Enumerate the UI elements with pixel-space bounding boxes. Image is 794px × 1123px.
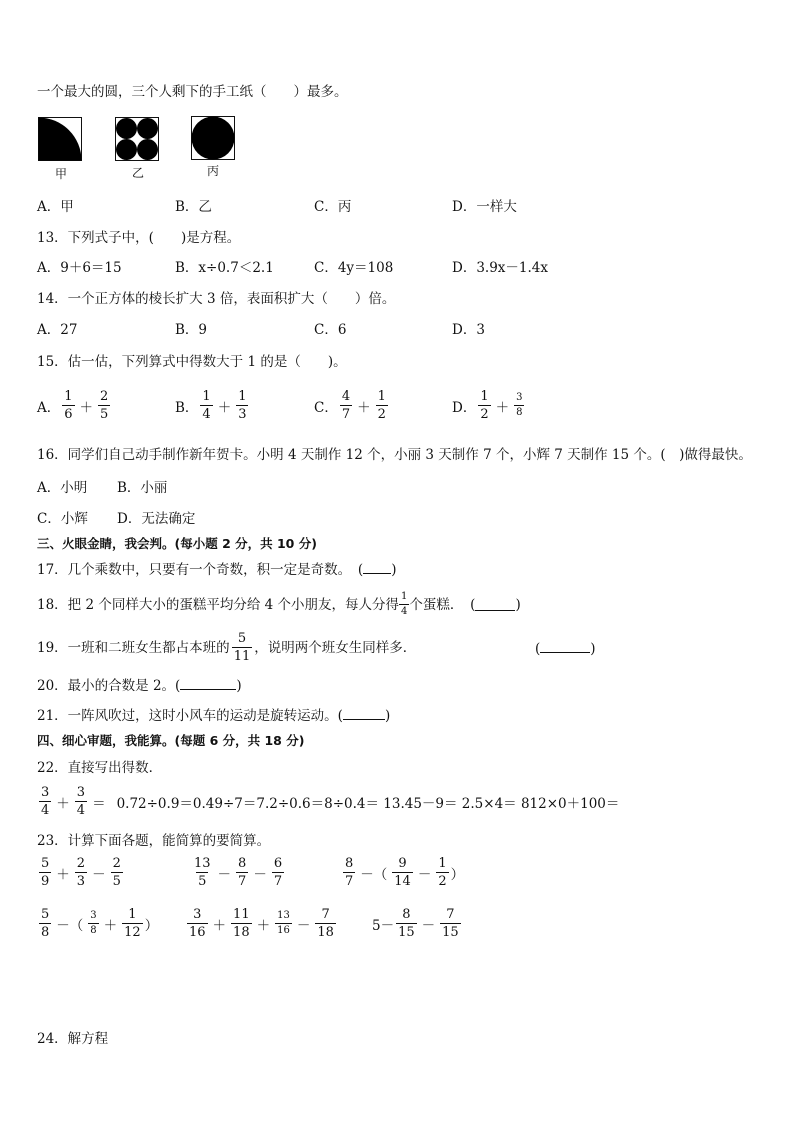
q14-option-a[interactable]: A．27 bbox=[37, 322, 78, 338]
operator: － bbox=[217, 866, 232, 883]
denominator: 8 bbox=[90, 925, 97, 936]
denominator: 5 bbox=[112, 874, 121, 889]
q21-text: 21．一阵风吹过，这时小风车的运动是旋转运动。( bbox=[37, 708, 343, 724]
denominator: 2 bbox=[377, 407, 386, 422]
operator: ＋ bbox=[212, 917, 227, 934]
denominator: 15 bbox=[398, 925, 415, 940]
q22-stem: 22．直接写出得数． bbox=[37, 760, 163, 776]
q12-option-a[interactable]: A．甲 bbox=[37, 199, 74, 215]
q19 bbox=[37, 632, 416, 663]
denominator: 4 bbox=[401, 606, 408, 617]
denominator: 7 bbox=[341, 407, 351, 422]
operator: －（ bbox=[360, 866, 388, 883]
q13-stem: 13．下列式子中，( )是方程。 bbox=[37, 230, 241, 246]
fraction bbox=[514, 393, 524, 418]
answer-blank[interactable] bbox=[540, 640, 590, 653]
denominator: 4 bbox=[202, 407, 211, 422]
equals-sign: ＝ bbox=[92, 795, 106, 812]
numerator: 3 bbox=[193, 907, 202, 922]
denominator: 11 bbox=[233, 649, 251, 664]
answer-blank[interactable] bbox=[180, 677, 236, 690]
q19-answer bbox=[535, 640, 596, 658]
q23-stem: 23．计算下面各题，能简算的要简算。 bbox=[37, 833, 271, 849]
numerator: 3 bbox=[41, 785, 50, 800]
q19-text: 19．一班和二班女生都占本班的 bbox=[37, 639, 230, 656]
fraction bbox=[192, 857, 213, 888]
q15-option-c[interactable] bbox=[314, 390, 390, 421]
q16-option-a[interactable]: A．小明 bbox=[37, 480, 88, 496]
numerator: 7 bbox=[446, 907, 455, 922]
fraction bbox=[200, 390, 212, 421]
denominator: 7 bbox=[273, 874, 283, 889]
operator: －（ bbox=[56, 917, 84, 934]
section-3-heading: 三、火眼金睛，我会判。(每小题 2 分，共 10 分) bbox=[37, 536, 317, 551]
section-4-heading: 四、细心审题，我能算。(每题 6 分，共 18 分) bbox=[37, 733, 305, 748]
numerator: 1 bbox=[480, 389, 489, 404]
numerator: 1 bbox=[438, 856, 447, 871]
fraction bbox=[236, 857, 248, 888]
q15-stem: 15．估一估，下列算式中得数大于 1 的是（ )。 bbox=[37, 354, 347, 370]
q23-expr-1 bbox=[37, 857, 125, 888]
denominator: 3 bbox=[238, 407, 247, 422]
denominator: 15 bbox=[442, 925, 459, 940]
operator: ＋ bbox=[56, 795, 70, 812]
denominator: 4 bbox=[41, 803, 50, 818]
numerator: 8 bbox=[402, 907, 411, 922]
denominator: 3 bbox=[76, 874, 86, 889]
figure-label-bing: 丙 bbox=[207, 164, 220, 178]
q21-paren: ) bbox=[384, 708, 391, 724]
q24-stem: 24．解方程 bbox=[37, 1031, 109, 1047]
q12-option-c[interactable]: C．丙 bbox=[314, 199, 352, 215]
q14-option-c[interactable]: C．6 bbox=[314, 322, 347, 338]
denominator: 16 bbox=[277, 925, 290, 936]
numerator: 4 bbox=[341, 389, 351, 404]
q17-text: 17．几个乘数中，只要有一个奇数，积一定是奇数。 ( bbox=[37, 562, 364, 578]
numerator: 8 bbox=[238, 856, 247, 871]
operator: ＋ bbox=[357, 399, 371, 416]
option-label: C． bbox=[314, 399, 338, 416]
figure-label-yi: 乙 bbox=[132, 166, 145, 180]
denominator: 14 bbox=[394, 874, 411, 889]
q13-option-b[interactable]: B．x÷0.7＜2.1 bbox=[175, 260, 274, 276]
numerator: 1 bbox=[377, 389, 386, 404]
q18-paren: ) bbox=[515, 596, 521, 613]
denominator: 2 bbox=[480, 407, 489, 422]
q22-rest: 0.72÷0.9＝0.49÷7＝7.2÷0.6＝8÷0.4＝ 13.45－9＝ 2.5×4＝ 812×0＋100＝ bbox=[116, 795, 620, 812]
fraction bbox=[187, 908, 208, 939]
q23-expr-2 bbox=[190, 857, 286, 888]
q16-option-c[interactable]: C．小辉 bbox=[37, 511, 88, 527]
q18 bbox=[37, 592, 521, 617]
option-label: D． bbox=[452, 399, 477, 416]
numerator: 1 bbox=[401, 591, 408, 602]
answer-blank[interactable] bbox=[343, 707, 385, 720]
denominator: 18 bbox=[317, 925, 334, 940]
denominator: 12 bbox=[124, 925, 141, 940]
denominator: 16 bbox=[189, 925, 206, 940]
answer-blank[interactable] bbox=[363, 561, 391, 574]
q18-text: 18．把 2 个同样大小的蛋糕平均分给 4 个小朋友，每人分得 bbox=[37, 596, 400, 613]
denominator: 7 bbox=[238, 874, 247, 889]
q14-option-d[interactable]: D．3 bbox=[452, 322, 485, 338]
fraction bbox=[376, 390, 388, 421]
figure-jia bbox=[38, 117, 82, 161]
numerator: 13 bbox=[194, 856, 211, 871]
fraction bbox=[440, 908, 461, 939]
fraction bbox=[98, 390, 110, 421]
q16-option-d[interactable]: D．无法确定 bbox=[117, 511, 196, 527]
fraction bbox=[272, 857, 284, 888]
numerator: 5 bbox=[237, 631, 247, 646]
figure-label-jia: 甲 bbox=[55, 167, 68, 181]
q23-expr-4 bbox=[37, 908, 158, 939]
denominator: 7 bbox=[345, 874, 354, 889]
denominator: 4 bbox=[76, 803, 86, 818]
numerator: 8 bbox=[345, 856, 354, 871]
numerator: 7 bbox=[321, 907, 330, 922]
fraction bbox=[62, 390, 74, 421]
option-label: B． bbox=[175, 399, 199, 416]
q19-text-post: ，说明两个班女生同样多． bbox=[254, 639, 417, 656]
numerator: 3 bbox=[76, 785, 86, 800]
denominator: 2 bbox=[438, 874, 447, 889]
fraction bbox=[39, 908, 51, 939]
denominator: 6 bbox=[64, 407, 73, 422]
q12-stem: 一个最大的圆，三个人剩下的手工纸（ ）最多。 bbox=[37, 84, 348, 100]
figure-bing bbox=[191, 116, 235, 160]
numerator: 6 bbox=[273, 856, 283, 871]
q16-stem: 16．同学们自己动手制作新年贺卡。小明 4 天制作 12 个，小丽 3 天制作 7 个，小辉 7 天制作 15 个。( )做得最快。 bbox=[37, 447, 752, 463]
q20-text: 20．最小的合数是 2。( bbox=[37, 678, 181, 694]
numerator: 5 bbox=[41, 856, 50, 871]
q13-option-d[interactable]: D．3.9x－1.4x bbox=[452, 260, 548, 276]
denominator: 8 bbox=[41, 925, 50, 940]
q21 bbox=[37, 707, 390, 725]
denominator: 9 bbox=[41, 874, 50, 889]
fraction bbox=[399, 592, 409, 617]
fraction bbox=[232, 632, 253, 663]
q17 bbox=[37, 561, 396, 579]
q23-expr-3 bbox=[341, 857, 464, 888]
numerator: 2 bbox=[100, 389, 109, 404]
q20-paren: ) bbox=[236, 678, 242, 694]
q19-paren-left: ( bbox=[535, 641, 541, 657]
q14-option-b[interactable]: B．9 bbox=[175, 322, 208, 338]
operator: ＋ bbox=[56, 866, 70, 883]
operator: － bbox=[417, 866, 432, 883]
operator: ＋ bbox=[217, 399, 232, 416]
q14-stem: 14．一个正方体的棱长扩大 3 倍，表面积扩大（ ）倍。 bbox=[37, 291, 396, 307]
operator: － bbox=[253, 866, 267, 883]
numerator: 1 bbox=[202, 389, 211, 404]
lead-term: 5－ bbox=[372, 917, 395, 934]
denominator: 5 bbox=[100, 407, 109, 422]
q17-paren: ) bbox=[391, 562, 397, 578]
numerator: 1 bbox=[128, 907, 137, 922]
q15-option-a[interactable] bbox=[37, 390, 112, 421]
q18-text-post: 个蛋糕． ( bbox=[409, 596, 476, 613]
fraction bbox=[231, 908, 252, 939]
fraction bbox=[315, 908, 336, 939]
numerator: 3 bbox=[516, 392, 523, 403]
q15-option-d[interactable] bbox=[452, 390, 526, 421]
numerator: 2 bbox=[112, 856, 121, 871]
fraction bbox=[111, 857, 123, 888]
fraction bbox=[275, 911, 292, 936]
close-paren: ） bbox=[144, 917, 159, 934]
q16-option-b[interactable]: B．小丽 bbox=[117, 480, 168, 496]
fraction bbox=[236, 390, 248, 421]
operator: － bbox=[92, 866, 106, 883]
numerator: 1 bbox=[64, 389, 73, 404]
operator: ＋ bbox=[495, 399, 510, 416]
fraction bbox=[478, 390, 490, 421]
fraction bbox=[392, 857, 413, 888]
numerator: 9 bbox=[398, 856, 407, 871]
operator: ＋ bbox=[79, 399, 94, 416]
fraction bbox=[39, 786, 51, 817]
option-label: A． bbox=[37, 399, 61, 416]
fraction bbox=[343, 857, 355, 888]
fraction bbox=[122, 908, 143, 939]
fraction bbox=[75, 857, 87, 888]
fraction bbox=[39, 857, 51, 888]
figure-yi bbox=[115, 117, 159, 161]
q23-expr-6 bbox=[372, 908, 463, 939]
denominator: 18 bbox=[233, 925, 250, 940]
denominator: 8 bbox=[516, 407, 523, 418]
numerator: 2 bbox=[76, 856, 86, 871]
operator: ＋ bbox=[256, 917, 271, 934]
denominator: 5 bbox=[198, 874, 207, 889]
q13-option-c[interactable]: C．4y＝108 bbox=[314, 260, 394, 276]
fraction bbox=[396, 908, 417, 939]
operator: － bbox=[421, 917, 436, 934]
close-paren: ） bbox=[450, 866, 465, 883]
fraction bbox=[88, 911, 98, 936]
operator: ＋ bbox=[103, 917, 118, 934]
numerator: 5 bbox=[41, 907, 50, 922]
fraction bbox=[75, 786, 87, 817]
fraction bbox=[340, 390, 352, 421]
numerator: 13 bbox=[277, 910, 290, 921]
answer-blank[interactable] bbox=[475, 598, 515, 611]
q22-expressions bbox=[37, 786, 619, 817]
fraction bbox=[436, 857, 448, 888]
q23-expr-5 bbox=[185, 908, 338, 939]
numerator: 1 bbox=[238, 389, 247, 404]
numerator: 11 bbox=[233, 907, 250, 922]
q20 bbox=[37, 677, 242, 695]
operator: － bbox=[296, 917, 311, 934]
q12-option-d[interactable]: D．一样大 bbox=[452, 199, 517, 215]
q13-option-a[interactable]: A．9＋6＝15 bbox=[37, 260, 122, 276]
q19-paren-right: ) bbox=[590, 641, 596, 657]
q12-option-b[interactable]: B．乙 bbox=[175, 199, 212, 215]
q15-option-b[interactable] bbox=[175, 390, 250, 421]
numerator: 3 bbox=[90, 910, 97, 921]
